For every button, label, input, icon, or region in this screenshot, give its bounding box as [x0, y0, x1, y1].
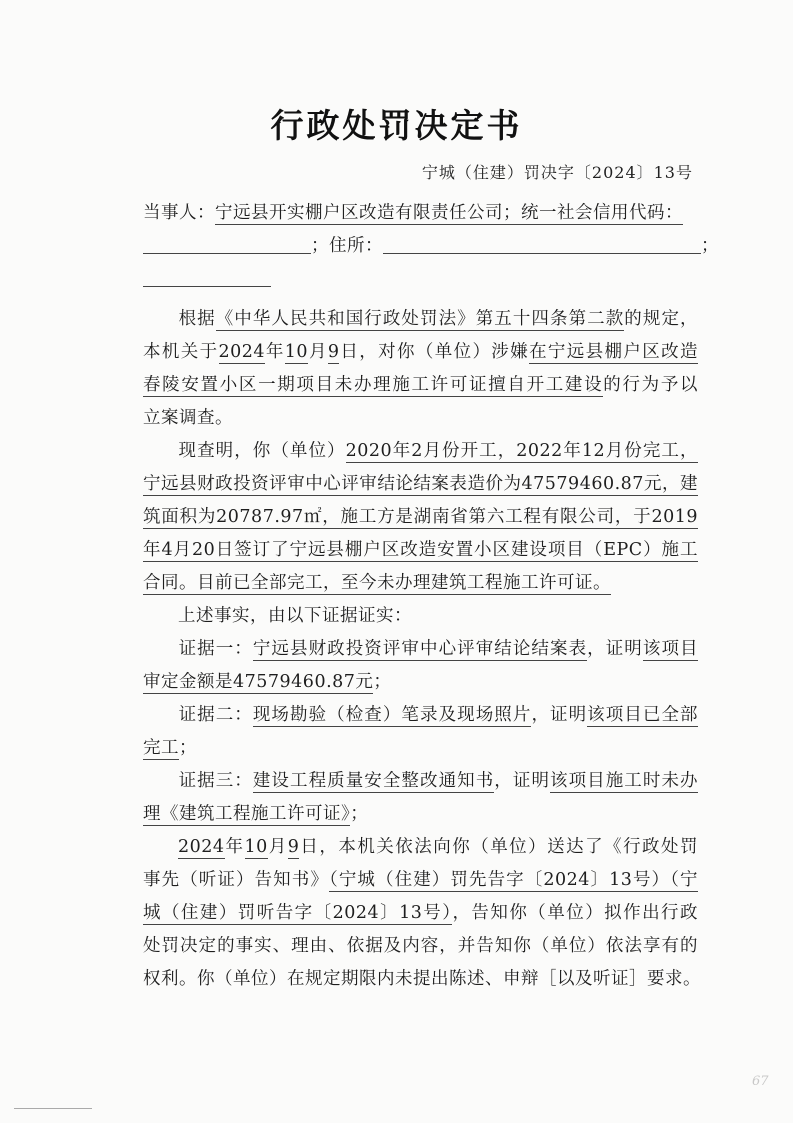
address-continuation-line [143, 286, 271, 287]
corner-handwritten-mark: 67 [752, 1074, 769, 1089]
violation-desc-2: 春陵安置小区一期项目未办理施工许可证擅自开工建设 [143, 375, 604, 395]
evidence2-line1: 证据二：现场勘验（检查）笔录及现场照片，证明该项目已全部 [178, 705, 699, 725]
case-day: 9 [327, 342, 340, 362]
document-title: 行政处罚决定书 [270, 106, 523, 145]
evidence3-line2: 理《建筑工程施工许可证》； [143, 804, 369, 824]
notice-number-1: （宁城（住建）罚先告字〔2024〕13号）（宁 [328, 870, 698, 890]
para3-line2: 事先（听证）告知书》（宁城（住建）罚先告字〔2024〕13号）（宁 [143, 870, 698, 890]
document-number: 宁城（住建）罚决字〔2024〕13号 [421, 163, 693, 182]
case-year: 2024 [218, 342, 266, 362]
violation-desc-1: 在宁远县棚户区改造 [529, 342, 699, 362]
evidence1-line2: 审定金额是47579460.87元； [143, 672, 392, 692]
para1-line1: 根据《中华人民共和国行政处罚法》第五十四条第二款的规定， [178, 309, 699, 329]
address-blank [383, 235, 701, 254]
para2-line1: 现查明，你（单位）2020年2月份开工，2022年12月份完工， [178, 441, 698, 461]
legal-basis: 《中华人民共和国行政处罚法》第五十四条第二款 [215, 309, 625, 329]
para2-line3: 筑面积为20787.97㎡，施工方是湖南省第六工程有限公司，于2019 [143, 507, 698, 527]
credit-code-blank [143, 235, 311, 254]
party-label: 当事人： [143, 203, 215, 223]
address-label: ；住所： [311, 236, 383, 256]
evidence3-line1: 证据三：建设工程质量安全整改通知书，证明该项目施工时未办 [178, 771, 699, 791]
evidence2-doc: 现场勘验（检查）笔录及现场照片 [252, 705, 532, 725]
para3-line5: 权利。你（单位）在规定期限内未提出陈述、申辩［以及听证］要求。 [143, 969, 701, 989]
para1-line4: 立案调查。 [143, 408, 233, 428]
evidence3-doc: 建设工程质量安全整改通知书 [252, 771, 495, 791]
construction-period: 2020年2月份开工，2022年12月份完工， [345, 441, 698, 461]
evidence-intro: 上述事实，由以下证据证实： [178, 606, 412, 626]
para3-line4: 处罚决定的事实、理由、依据及内容，并告知你（单位）依法享有的 [143, 936, 698, 956]
para3-line3: 城（住建）罚听告字〔2024〕13号），告知你（单位）拟作出行政 [143, 903, 698, 923]
scan-edge-line [14, 1108, 92, 1109]
party-name: 宁远县开实棚户区改造有限责任公司；统一社会信用代码： [215, 203, 683, 223]
address-end: ； [701, 236, 719, 256]
evidence2-line2: 完工； [143, 738, 197, 758]
party-line-1 [143, 200, 698, 226]
para1-line3: 春陵安置小区一期项目未办理施工许可证擅自开工建设的行为予以 [143, 375, 699, 395]
para2-line4: 年4月20日签订了宁远县棚户区改造安置小区建设项目（EPC）施工 [143, 540, 698, 560]
evidence1-doc: 宁远县财政投资评审中心评审结论结案表 [252, 639, 588, 659]
notice-number-2: 城（住建）罚听告字〔2024〕13号） [143, 903, 453, 923]
para1-line2: 本机关于2024年10月9日，对你（单位）涉嫌在宁远县棚户区改造 [143, 342, 699, 362]
party-line-2 [143, 233, 719, 259]
para2-line5: 合同。目前已全部完工，至今未办理建筑工程施工许可证。 [143, 573, 611, 593]
para3-line1: 2024年10月9日，本机关依法向你（单位）送达了《行政处罚 [178, 837, 699, 857]
evidence1-line1: 证据一：宁远县财政投资评审中心评审结论结案表，证明该项目 [178, 639, 699, 659]
para2-line2: 宁远县财政投资评审中心评审结论结案表造价为47579460.87元，建 [143, 474, 698, 494]
case-month: 10 [284, 342, 309, 362]
